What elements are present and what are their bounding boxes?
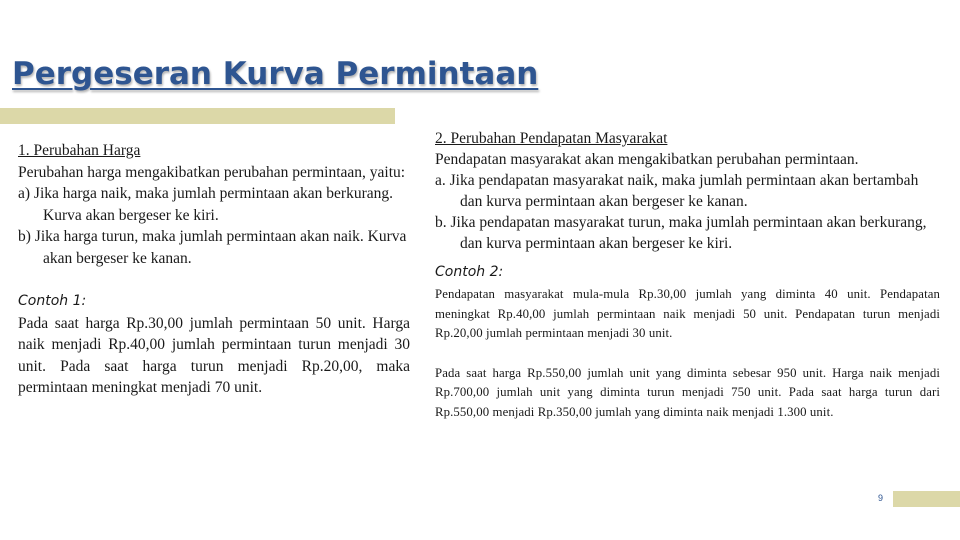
- example-text: Pada saat harga Rp.30,00 jumlah permintaan 50 unit. Harga naik menjadi Rp.40,00 jumlah permintaan turun menjadi 30 unit. Pada saat harga turun menjadi Rp.20,00, maka permintaan meningkat menjadi 70 unit.: [18, 314, 410, 396]
- list-item: b) Jika harga turun, maka jumlah permintaan akan naik. Kurva akan bergeser ke kanan.: [18, 228, 407, 267]
- list-item: b. Jika pendapatan masyarakat turun, maka jumlah permintaan akan berkurang, dan kurva permintaan akan bergeser ke kiri.: [435, 214, 927, 252]
- list-item: a) Jika harga naik, maka jumlah permintaan akan berkurang. Kurva akan bergeser ke kiri.: [18, 185, 394, 224]
- section-intro: Pendapatan masyarakat akan mengakibatkan perubahan permintaan.: [435, 151, 859, 168]
- page-number: 9: [878, 493, 884, 503]
- section-heading-income: 2. Perubahan Pendapatan Masyarakat: [435, 130, 668, 147]
- right-column: [435, 128, 940, 422]
- example-text: Pada saat harga Rp.550,00 jumlah unit yang diminta sebesar 950 unit. Harga naik menjadi Rp.700,00 jumlah unit yang diminta turun menjadi 750 unit. Pada saat harga turun dari Rp.550,00 menjadi Rp.350,00 jumlah yang diminta naik menjadi 1.300 unit.: [435, 365, 940, 419]
- example-label: Contoh 2:: [435, 264, 504, 280]
- section-intro: Perubahan harga mengakibatkan perubahan permintaan, yaitu:: [18, 163, 406, 181]
- section-heading-price: 1. Perubahan Harga: [18, 142, 141, 159]
- left-column: [18, 140, 410, 399]
- example-label: Contoh 1:: [18, 293, 87, 309]
- title-accent-bar: [0, 108, 395, 124]
- slide-title: Pergeseran Kurva Permintaan: [12, 56, 539, 92]
- list-item: a. Jika pendapatan masyarakat naik, maka jumlah permintaan akan bertambah dan kurva permintaan akan bergeser ke kanan.: [435, 172, 919, 210]
- example-text: Pendapatan masyarakat mula-mula Rp.30,00 jumlah yang diminta 40 unit. Pendapatan meningkat Rp.40,00 jumlah permintaan naik menjadi 50 unit. Pendapatan turun menjadi Rp.20,00 jumlah permintaan menjadi 30 unit.: [435, 287, 940, 340]
- footer-accent-bar: [893, 491, 960, 507]
